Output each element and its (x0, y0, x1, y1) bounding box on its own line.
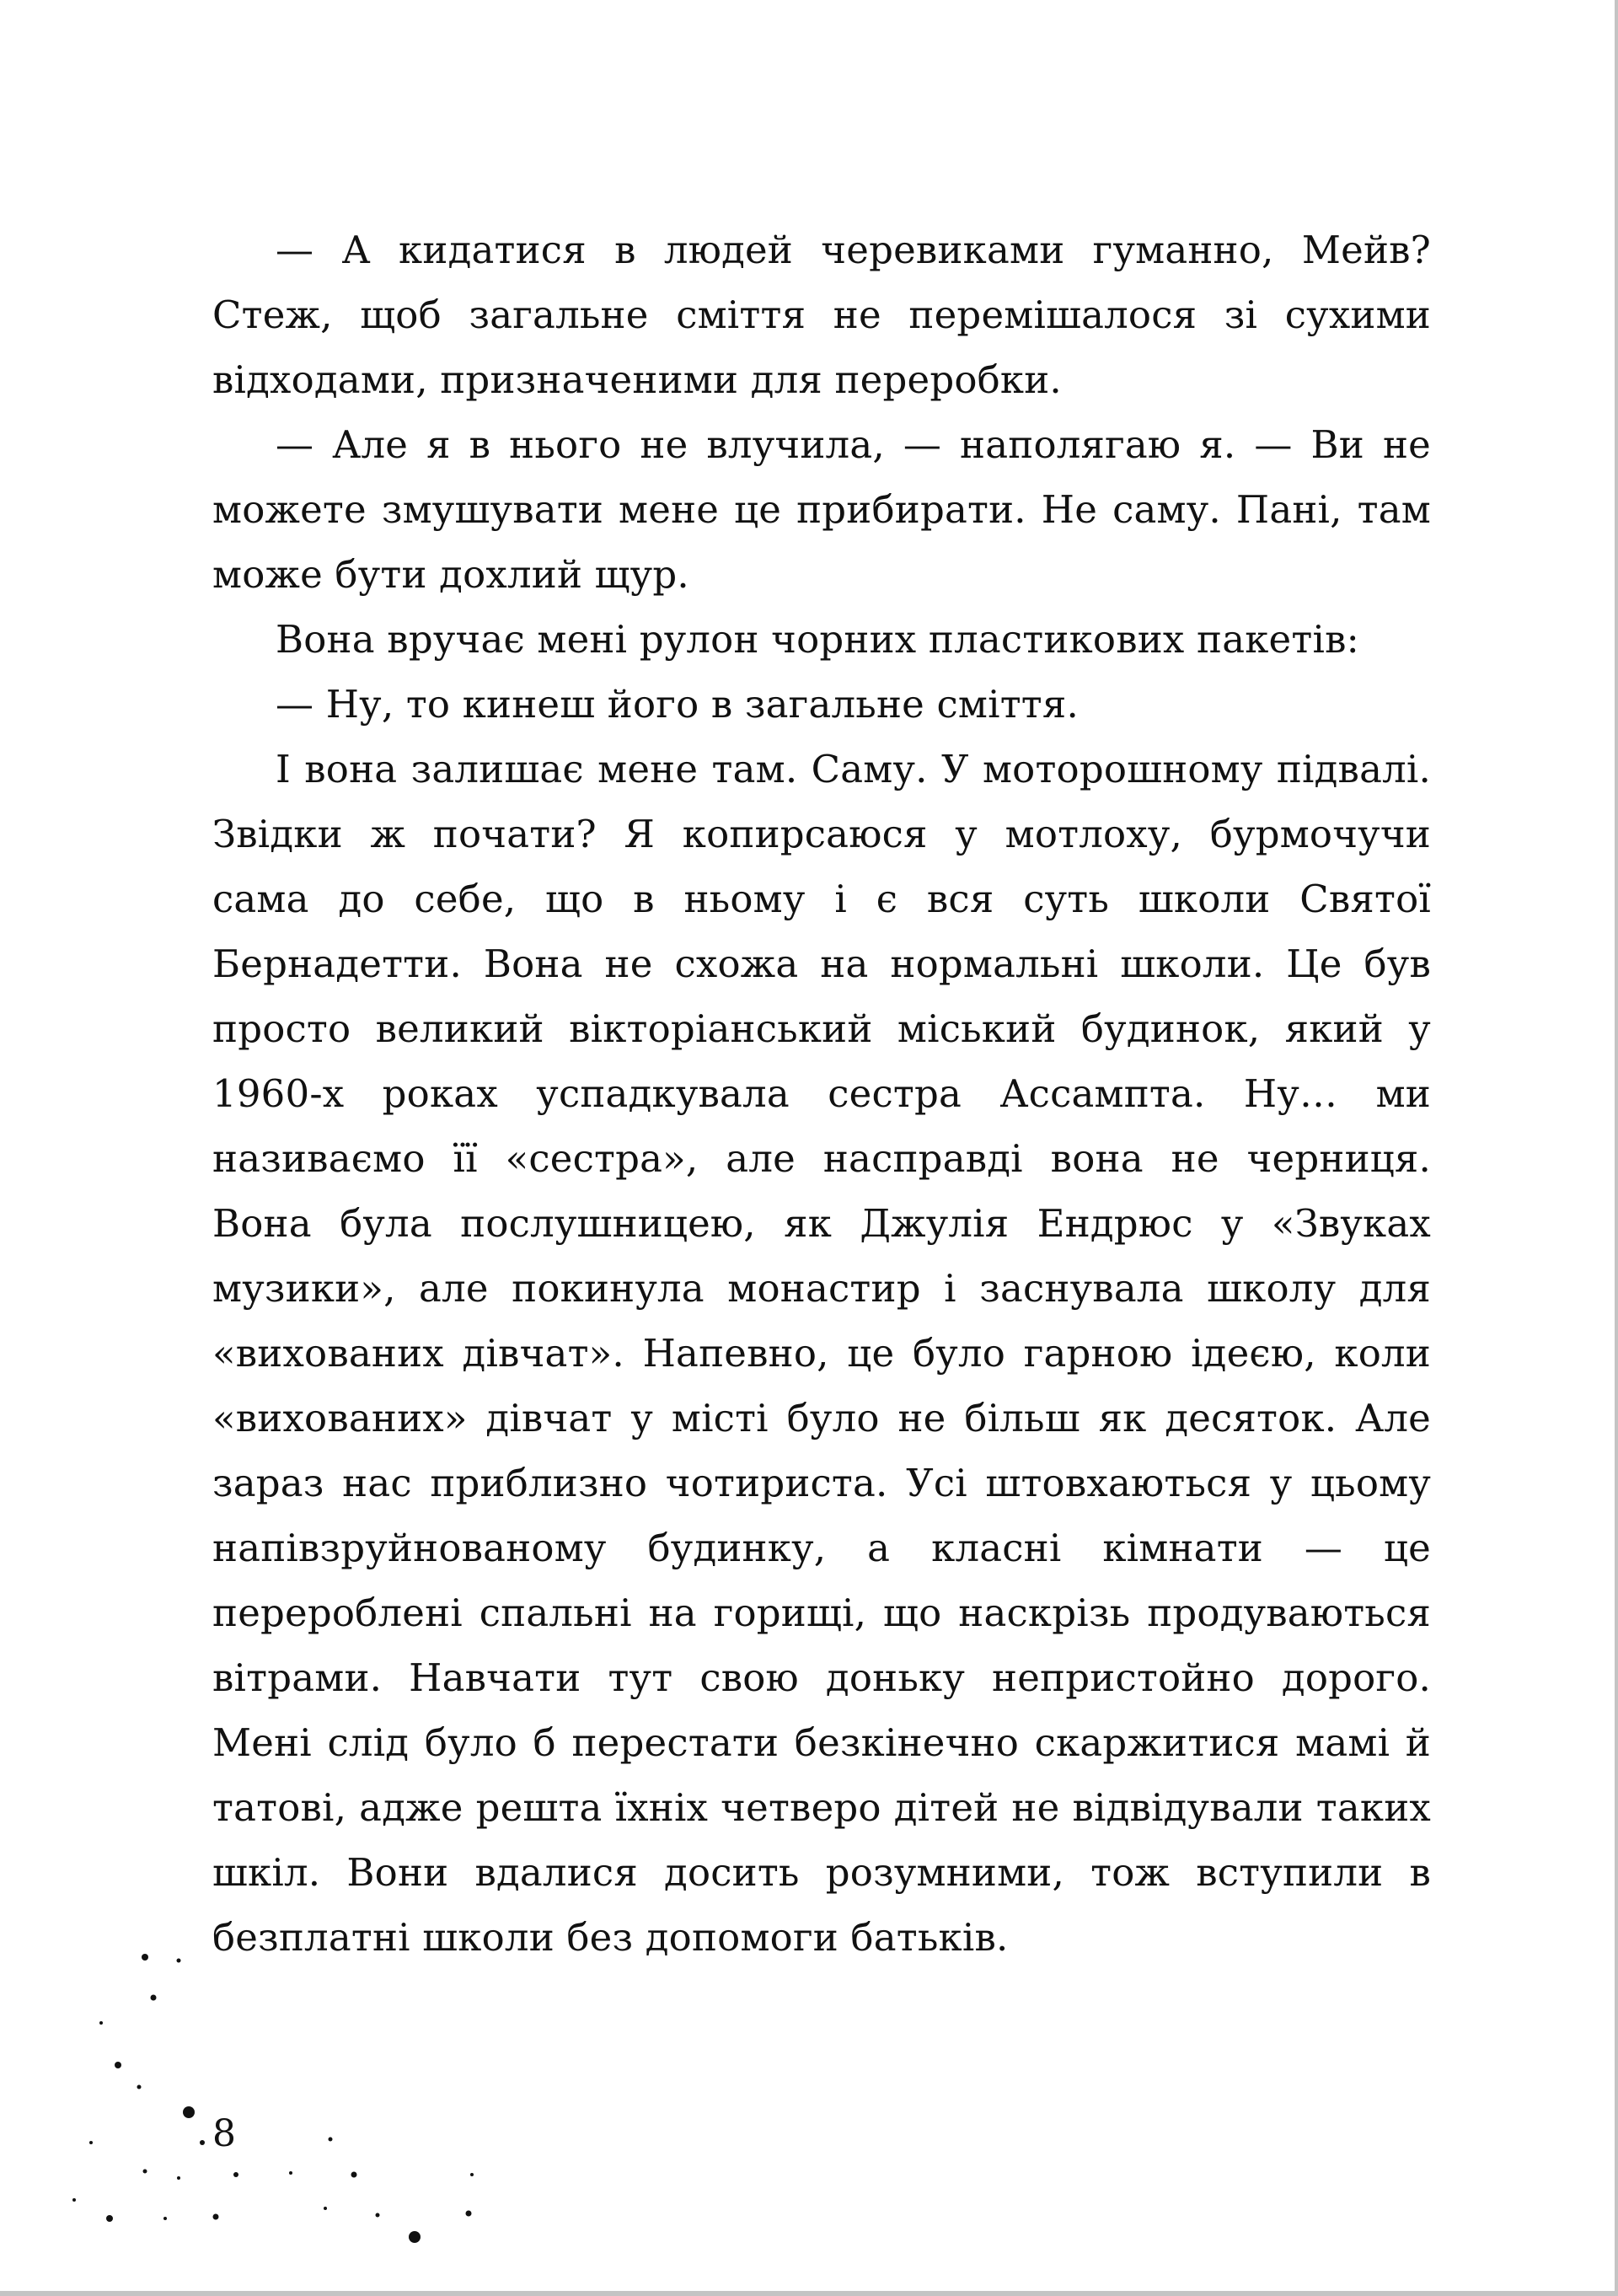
paragraph-1: — А кидатися в людей черевиками гуманно, Мейв? Стеж, щоб загальне сміття не перемішалося зі сухими відходами, призначеними для переробки. (212, 228, 1431, 402)
paragraph-4: — Ну, то кинеш його в загальне сміття. (276, 682, 1079, 727)
body-text (212, 217, 1431, 1970)
page-number: 8 (212, 2112, 236, 2155)
paragraph-3: Вона вручає мені рулон чорних пластикових пакетів: (276, 617, 1359, 662)
paragraph-5: І вона залишає мене там. Саму. У моторошному підвалі. Звідки ж почати? Я копирсаюся у мотлоху, бурмочучи сама до себе, що в ньому і є вся суть школи Святої Бернадетти. Вона не схожа на нормальні школи. Це був просто великий вікторіанський міський будинок, який у 1960-х роках успадкувала сестра Ассампта. Ну… ми називаємо її «сестра», але насправді вона не черниця. Вона була послушницею, як Джулія Ендрюс у «Звуках музики», але покинула монастир і заснувала школу для «вихованих дівчат». Напевно, це було гарною ідеєю, коли «вихованих» дівчат у місті було не більш як десяток. Але зараз нас приблизно чотириста. Усі штовхаються у цьому напівзруйнованому будинку, а класні кімнати — це перероблені спальні на горищі, що наскрізь продуваються вітрами. Навчати тут свою доньку непристойно дорого. Мені слід було б перестати безкінечно скаржитися мамі й татові, адже решта їхніх четверо дітей не відвідували таких шкіл. Вони вдалися досить розумними, тож вступили в безплатні школи без допомоги батьків. (212, 747, 1431, 1960)
scattered-stars-icon (0, 1922, 539, 2293)
paragraph-2: — Але я в нього не влучила, — наполягаю я. — Ви не можете змушувати мене це прибирати. Не саму. Пані, там може бути дохлий щур. (212, 422, 1431, 597)
